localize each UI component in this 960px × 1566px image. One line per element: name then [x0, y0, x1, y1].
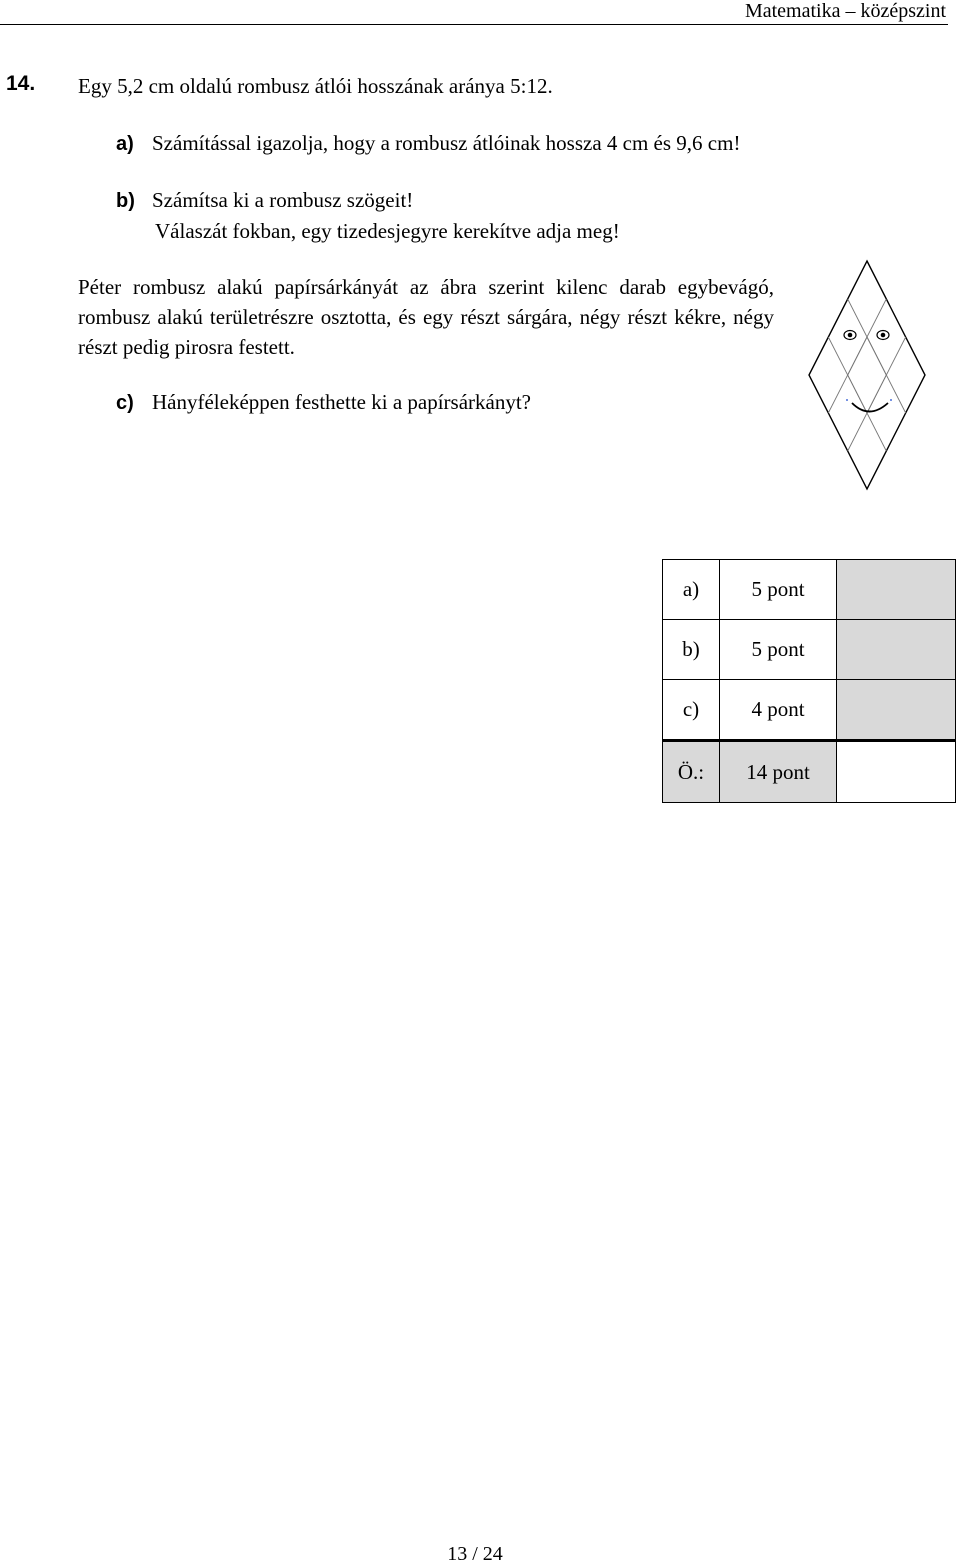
kite-grid-lines	[828, 299, 905, 451]
score-box-b	[837, 620, 956, 680]
score-box-c	[837, 680, 956, 741]
score-row-c	[663, 680, 956, 741]
task-a	[116, 128, 740, 159]
score-label-a: a)	[663, 560, 720, 620]
problem-intro: Egy 5,2 cm oldalú rombusz átlói hosszának aránya 5:12.	[78, 74, 553, 98]
task-c-text: Hányféleképpen festhette ki a papírsárkányt?	[152, 390, 531, 414]
task-b-label: b)	[116, 190, 135, 212]
task-c-label: c)	[116, 392, 134, 414]
score-row-b	[663, 620, 956, 680]
score-row-a	[663, 560, 956, 620]
score-points-total: 14 pont	[720, 741, 837, 803]
score-points-c: 4 pont	[720, 680, 837, 741]
task-b	[116, 185, 620, 246]
score-label-c: c)	[663, 680, 720, 741]
task-a-label: a)	[116, 133, 134, 155]
page-header-title: Matematika – középszint	[744, 0, 946, 22]
score-box-total	[837, 741, 956, 803]
score-label-total: Ö.:	[663, 741, 720, 803]
task-c	[116, 387, 531, 418]
score-points-a: 5 pont	[720, 560, 837, 620]
kite-outline	[809, 261, 925, 489]
score-points-b: 5 pont	[720, 620, 837, 680]
task-a-text: Számítással igazolja, hogy a rombusz átlóinak hossza 4 cm és 9,6 cm!	[152, 131, 741, 155]
score-box-a	[837, 560, 956, 620]
header-divider	[0, 24, 948, 25]
page-number: 13 / 24	[447, 1543, 503, 1565]
score-row-total	[663, 741, 956, 803]
task-b-text: Számítsa ki a rombusz szögeit!	[152, 188, 414, 212]
kite-story: Péter rombusz alakú papírsárkányát az ábra szerint kilenc darab egybevágó, rombusz alakú területrészre osztotta, és egy részt sárgára, négy részt kékre, négy részt pedig pirosra festett.	[78, 275, 774, 359]
score-table	[662, 559, 956, 803]
problem-number: 14.	[6, 72, 36, 95]
score-label-b: b)	[663, 620, 720, 680]
task-b-note: Válaszát fokban, egy tizedesjegyre kerekítve adja meg!	[155, 219, 620, 243]
kite-figure	[805, 258, 929, 493]
